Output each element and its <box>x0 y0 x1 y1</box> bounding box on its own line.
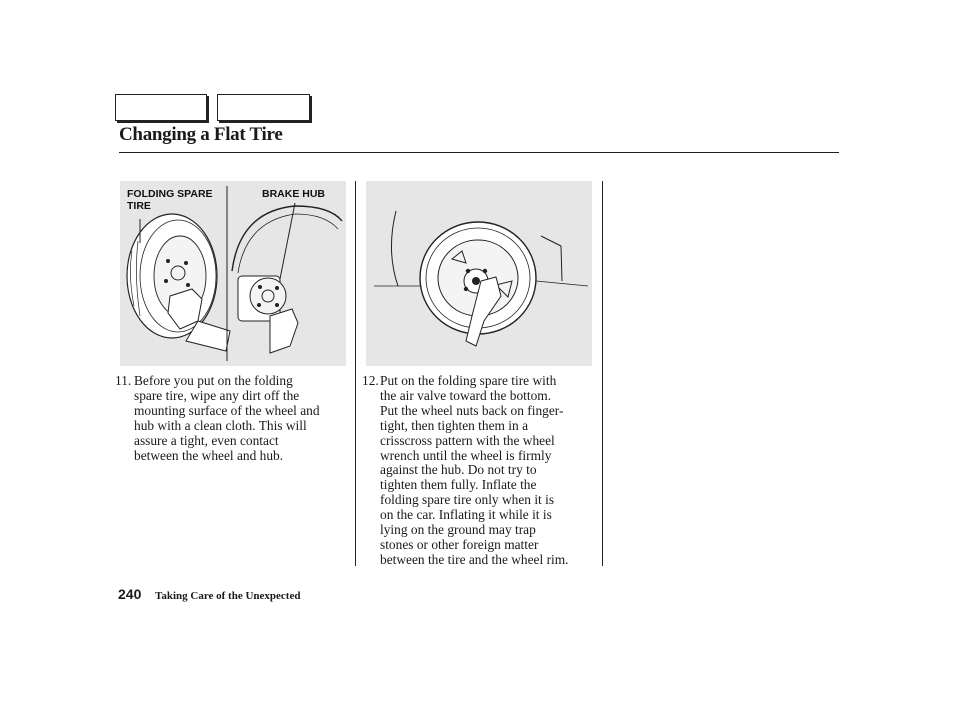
nav-tab-2[interactable] <box>217 94 310 121</box>
figure-mount-spare <box>366 181 592 366</box>
nav-tab-1[interactable] <box>115 94 207 121</box>
step-number: 11. <box>115 373 132 388</box>
column-divider-1 <box>355 181 356 566</box>
step-number: 12. <box>362 373 379 388</box>
step-text: Put on the folding spare tire with the air valve toward the bottom. Put the wheel nuts back on finger- tight, then tighten them in a crisscross pattern with the wheel wrench until the wheel is firmly against the hub. Do not try to tighten them fully. Inflate the folding spare tire only when it is on the car. Inflating it while it is lying on the ground may trap stones or other foreign matter between the tire and the wheel rim. <box>380 373 569 567</box>
step-text: Before you put on the folding spare tire, wipe any dirt off the mounting surface of the wheel and hub with a clean cloth. This will assure a tight, even contact between the wheel and hub. <box>134 373 320 463</box>
label-folding-spare-tire: FOLDING SPARE TIRE <box>127 188 213 212</box>
mount-spare-tire-illustration <box>366 181 592 366</box>
section-title: Taking Care of the Unexpected <box>155 590 301 602</box>
page-number: 240 <box>118 586 142 602</box>
label-brake-hub: BRAKE HUB <box>262 188 325 200</box>
page-title: Changing a Flat Tire <box>119 124 283 145</box>
title-rule <box>119 152 839 153</box>
